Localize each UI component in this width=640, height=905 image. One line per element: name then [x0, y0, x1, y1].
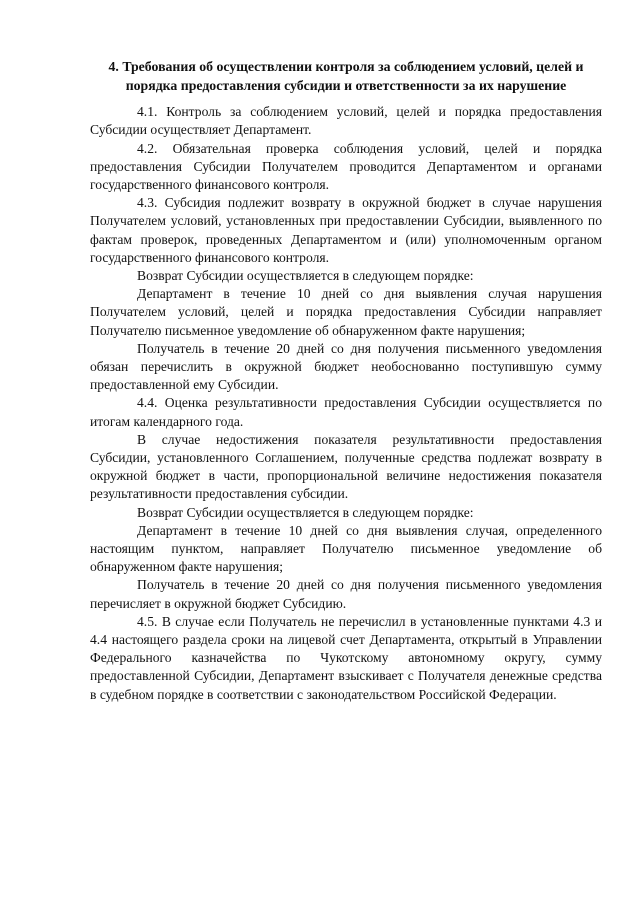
document-page — [90, 58, 602, 704]
paragraph-recipient-transfer-1: Получатель в течение 20 дней со дня получения письменного уведомления обязан перечислить в окружной бюджет необоснованно поступившую сумму предоставленной ему Субсидии. — [90, 340, 602, 393]
paragraph-refund-order-2: Возврат Субсидии осуществляется в следующем порядке: — [137, 504, 474, 520]
paragraph-4-3: 4.3. Субсидия подлежит возврату в окружной бюджет в случае нарушения Получателем условий, установленных при предоставлении Субсидии, выявленного по фактам проверок, проведенных Департаментом и (или) уполномоченным органом государственного финансового контроля. — [90, 195, 602, 265]
paragraph-department-notice-2: Департамент в течение 10 дней со дня выявления случая, определенного настоящим пунктом, направляет Получателю письменное уведомление об обнаруженном факте нарушения; — [90, 522, 602, 575]
paragraph-underachievement: В случае недостижения показателя результативности предоставления Субсидии, установленного Соглашением, полученные средства подлежат возврату в окружной бюджет в части, пропорциональной величине недостижения показателя результативности предоставления субсидии. — [90, 431, 602, 502]
paragraph-recipient-transfer-2: Получатель в течение 20 дней со дня получения письменного уведомления перечисляет в окружной бюджет Субсидию. — [90, 577, 602, 611]
paragraph-4-1: 4.1. Контроль за соблюдением условий, целей и порядка предоставления Субсидии осуществляет Департамент. — [90, 104, 602, 138]
paragraph-4-5: 4.5. В случае если Получатель не перечислил в установленные пунктами 4.3 и 4.4 настоящего раздела сроки на лицевой счет Департамента, открытый в Управлении Федерального казначейства по Чукотскому автономному округу, сумму предоставленной Субсидии, Департамент взыскивает с Получателя денежные средства в судебном порядке в соответствии с законодательством Российской Федерации. — [90, 613, 602, 702]
section-heading: 4. Требования об осуществлении контроля за соблюдением условий, целей и порядка предоставления субсидии и ответственности за их нарушение — [108, 59, 584, 93]
paragraph-refund-order-1: Возврат Субсидии осуществляется в следующем порядке: — [137, 268, 474, 284]
paragraph-department-notice-1: Департамент в течение 10 дней со дня выявления случая нарушения Получателем условий, целей и порядка предоставления Субсидии направляет Получателю письменное уведомление об обнаруженном факте нарушения; — [90, 286, 602, 338]
paragraph-4-4: 4.4. Оценка результативности предоставления Субсидии осуществляется по итогам календарного года. — [90, 395, 602, 429]
paragraph-4-2: 4.2. Обязательная проверка соблюдения условий, целей и порядка предоставления Субсидии Получателем проводится Департаментом и органами государственного финансового контроля. — [90, 140, 602, 192]
